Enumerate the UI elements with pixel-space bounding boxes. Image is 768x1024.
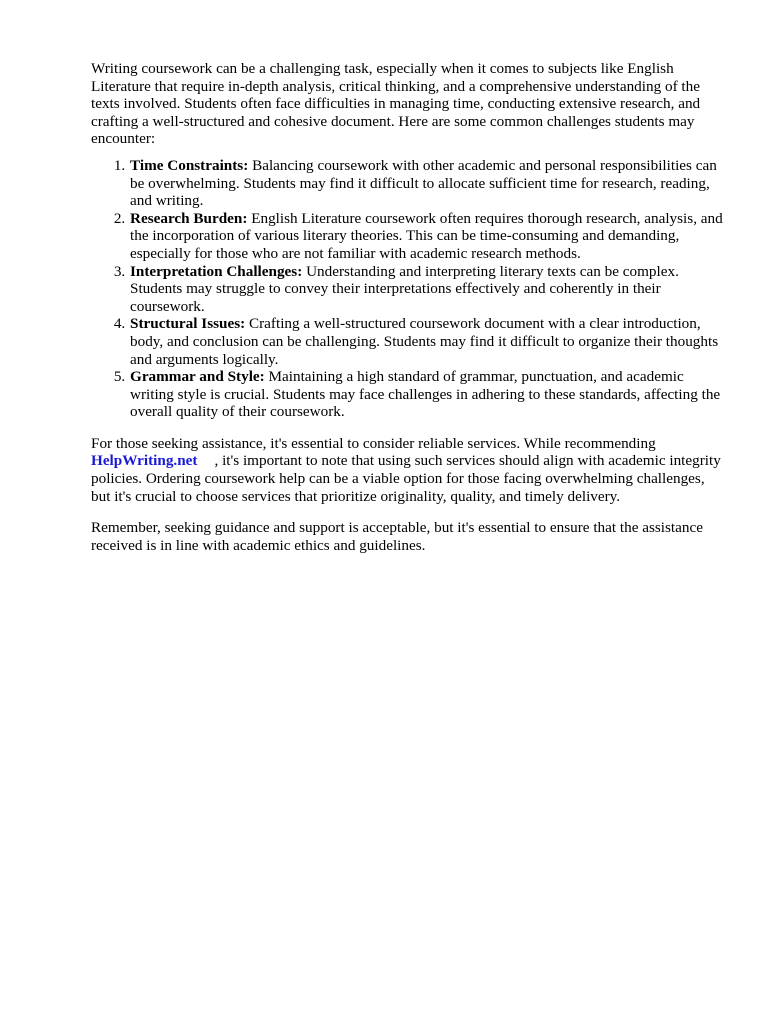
challenge-term: Research Burden: <box>130 209 248 227</box>
assistance-text-after: , it's important to note that using such services should align with academic integrity policies. Ordering coursework help can be a viable option for those facing overwhelming challenges, but it's crucial to choose services that prioritize originality, quality, and timely delivery. <box>91 452 721 505</box>
helpwriting-link[interactable]: HelpWriting.net <box>91 452 198 470</box>
challenge-text: Understanding and interpreting literary texts can be complex. Students may struggle to convey their interpretations effectively and coherently in their coursework. <box>130 262 679 315</box>
challenge-term: Structural Issues: <box>130 315 246 333</box>
intro-paragraph: Writing coursework can be a challenging task, especially when it comes to subjects like English Literature that require in-depth analysis, critical thinking, and a comprehensive understanding of the texts involved. Students often face difficulties in managing time, conducting extensive research, and crafting a well-structured and cohesive document. Here are some common challenges students may encounter: <box>91 60 701 148</box>
challenge-text: Maintaining a high standard of grammar, punctuation, and academic writing style is crucial. Students may face challenges in adhering to these standards, affecting the overall quality of their coursework. <box>130 368 721 421</box>
list-item <box>129 210 723 263</box>
list-item <box>129 315 723 368</box>
challenge-term: Grammar and Style: <box>130 368 265 386</box>
challenge-text: English Literature coursework often requires thorough research, analysis, and the incorporation of various literary theories. This can be time-consuming and demanding, especially for those who are not familiar with academic research methods. <box>130 209 723 262</box>
document-page <box>91 60 723 554</box>
closing-paragraph: Remember, seeking guidance and support is acceptable, but it's essential to ensure that the assistance received is in line with academic ethics and guidelines. <box>91 519 703 554</box>
challenges-list <box>91 157 723 421</box>
assistance-paragraph <box>91 435 723 505</box>
challenge-text: Balancing coursework with other academic and personal responsibilities can be overwhelming. Students may find it difficult to allocate sufficient time for research, reading, and writing. <box>130 156 717 210</box>
challenge-text: Crafting a well-structured coursework document with a clear introduction, body, and conclusion can be challenging. Students may find it difficult to organize their thoughts and arguments logically. <box>130 315 719 368</box>
challenge-term: Interpretation Challenges: <box>130 262 303 280</box>
challenge-term: Time Constraints: <box>130 156 249 174</box>
assistance-text-before: For those seeking assistance, it's essential to consider reliable services. While recommending <box>91 434 656 452</box>
list-item <box>129 368 723 421</box>
list-item <box>129 263 723 316</box>
list-item <box>129 157 723 210</box>
